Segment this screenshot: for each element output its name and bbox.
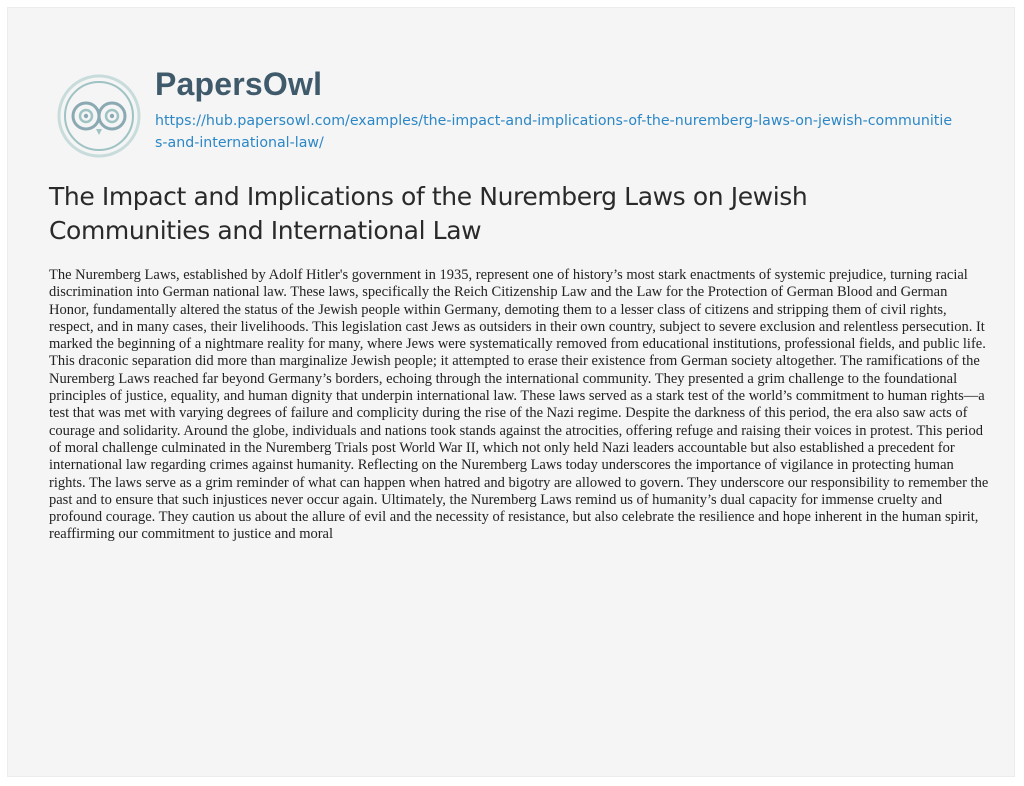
document-body: The Nuremberg Laws, established by Adolf Hitler's government in 1935, represent one of history’s most stark enactments of systemic prejudice, turning racial discrimination into German national law. These laws, specifically the Reich Citizenship Law and the Law for the Protection of German Blood and German Honor, fundamentally altered the status of the Jewish people within Germany, demoting them to a lesser class of citizens and stripping them of civil rights, respect, and in many cases, their livelihoods. This legislation cast Jews as outsiders in their own country, subject to severe exclusion and relentless persecution. It marked the beginning of a nightmare reality for many, where Jews were systematically removed from educational institutions, professional fields, and public life. This draconic separation did more than marginalize Jewish people; it attempted to erase their existence from German society altogether. The ramifications of the Nuremberg Laws reached far beyond Germany’s borders, echoing through the international community. They presented a grim challenge to the foundational principles of justice, equality, and human dignity that underpin international law. These laws served as a stark test of the world’s commitment to human rights—a test that was met with varying degrees of failure and complicity during the rise of the Nazi regime. Despite the darkness of this period, the era also saw acts of courage and solidarity. Around the globe, individuals and nations took stands against the atrocities, offering refuge and raising their voices in protest. This period of moral challenge culminated in the Nuremberg Trials post World War II, which not only held Nazi leaders accountable but also established a precedent for international law regarding crimes against humanity. Reflecting on the Nuremberg Laws today underscores the importance of vigilance in protecting human rights. The laws serve as a grim reminder of what can happen when hatred and bigotry are allowed to govern. They underscore our responsibility to remember the past and to ensure that such injustices never occur again. Ultimately, the Nuremberg Laws remind us of humanity’s dual capacity for immense cruelty and profound courage. They caution us about the allure of evil and the necessity of resistance, but also celebrate the resilience and hope inherent in the human spirit, reaffirming our commitment to justice and moral [49,267,989,543]
document-title: The Impact and Implications of the Nuremberg Laws on Jewish Communities and International Law [49,182,808,245]
site-header [8,8,1014,163]
source-url-link[interactable]: https://hub.papersowl.com/examples/the-impact-and-implications-of-the-nuremberg-laws-on-jewish-communities-and-international-law/ [155,113,953,151]
owl-logo-icon[interactable] [56,73,142,159]
document-card [7,7,1015,777]
brand-name[interactable]: PapersOwl [155,66,323,102]
